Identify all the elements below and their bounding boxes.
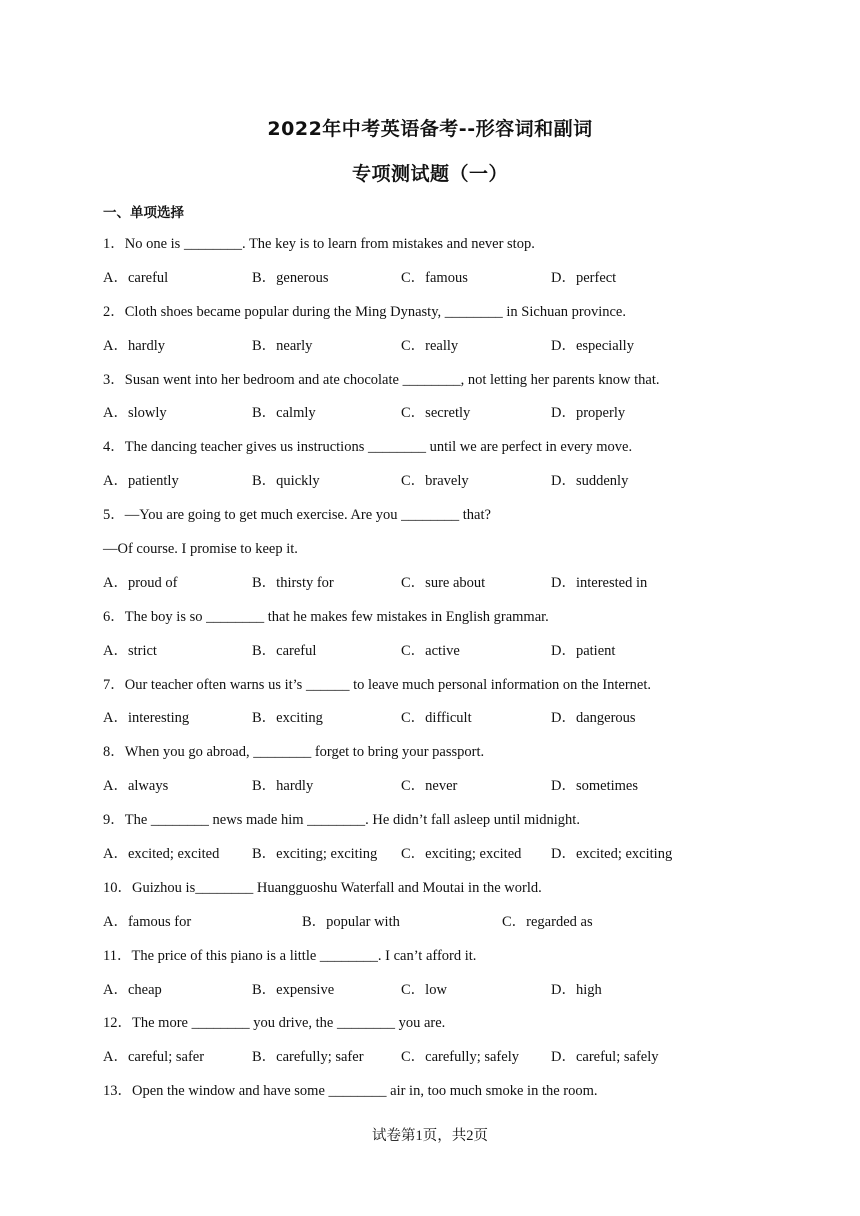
option-c: C．never (401, 778, 458, 795)
option-row (103, 709, 803, 743)
option-b: B．carefully; safer (252, 1049, 364, 1066)
option-row (103, 913, 803, 947)
option-a: A．interesting (103, 710, 190, 727)
option-a: A．patiently (103, 473, 179, 490)
page-title: 2022年中考英语备考--形容词和副词 (267, 118, 593, 140)
question-stem: 5．—You are going to get much exercise. Are you ________ that? (103, 507, 491, 524)
option-d: D．suddenly (551, 473, 629, 490)
option-a: A．always (103, 778, 169, 795)
option-c: C．really (401, 337, 459, 354)
question-stem: 7．Our teacher often warns us it’s ______ to leave much personal information on the Internet. (103, 676, 652, 693)
option-d: D．patient (551, 642, 616, 659)
option-row (103, 981, 803, 1015)
option-d: D．high (551, 981, 602, 998)
question-stem: 11．The price of this piano is a little ________. I can’t afford it. (103, 947, 477, 964)
question-stem: 10．Guizhou is________ Huangguoshu Waterfall and Moutai in the world. (103, 879, 542, 896)
option-a: A．excited; excited (103, 846, 220, 863)
option-row (103, 845, 803, 879)
option-b: B．quickly (252, 473, 320, 490)
option-row (103, 472, 803, 506)
option-c: C．active (401, 642, 460, 659)
option-d: D．especially (551, 337, 634, 354)
question-stem: 4．The dancing teacher gives us instructions ________ until we are perfect in every move. (103, 439, 633, 456)
option-a: A．strict (103, 642, 157, 659)
question-stem: 12．The more ________ you drive, the ________ you are. (103, 1015, 446, 1032)
question-stem: 2．Cloth shoes became popular during the Ming Dynasty, ________ in Sichuan province. (103, 303, 626, 320)
page-subtitle: 专项测试题（一） (351, 163, 508, 185)
question-stem: 3．Susan went into her bedroom and ate chocolate ________, not letting her parents know that. (103, 371, 660, 388)
option-d: D．properly (551, 405, 626, 422)
question-stem-continued: —Of course. I promise to keep it. (103, 541, 298, 558)
option-a: A．hardly (103, 337, 166, 354)
option-a: A．careful; safer (103, 1049, 205, 1066)
option-row (103, 337, 803, 371)
option-row (103, 1048, 803, 1082)
option-b: B．calmly (252, 405, 316, 422)
page-footer: 试卷第1页，共2页 (372, 1128, 488, 1144)
option-row (103, 642, 803, 676)
option-d: D．dangerous (551, 710, 636, 727)
option-a: A．proud of (103, 574, 178, 591)
option-b: B．careful (252, 642, 317, 659)
option-b: B．hardly (252, 778, 314, 795)
option-a: A．famous for (103, 913, 192, 930)
question-stem: 13．Open the window and have some ________ air in, too much smoke in the room. (103, 1083, 598, 1100)
option-a: A．careful (103, 269, 169, 286)
option-c: C．regarded as (502, 913, 593, 930)
option-b: B．expensive (252, 981, 335, 998)
option-c: C．secretly (401, 405, 471, 422)
option-b: B．exciting (252, 710, 323, 727)
option-d: D．perfect (551, 269, 617, 286)
option-b: B．popular with (302, 913, 400, 930)
question-stem: 6．The boy is so ________ that he makes few mistakes in English grammar. (103, 608, 549, 625)
option-b: B．thirsty for (252, 574, 334, 591)
option-c: C．carefully; safely (401, 1049, 519, 1066)
option-row (103, 574, 803, 608)
option-c: C．exciting; excited (401, 846, 522, 863)
section-heading: 一、单项选择 (103, 205, 184, 221)
option-a: A．slowly (103, 405, 167, 422)
option-b: B．nearly (252, 337, 313, 354)
question-list (103, 235, 803, 1116)
option-d: D．sometimes (551, 778, 638, 795)
option-b: B．generous (252, 269, 329, 286)
option-c: C．sure about (401, 574, 486, 591)
option-b: B．exciting; exciting (252, 846, 378, 863)
option-a: A．cheap (103, 981, 162, 998)
option-d: D．excited; exciting (551, 846, 673, 863)
option-row (103, 269, 803, 303)
question-stem: 8．When you go abroad, ________ forget to bring your passport. (103, 744, 485, 761)
option-row (103, 404, 803, 438)
question-stem: 9．The ________ news made him ________. He didn’t fall asleep until midnight. (103, 812, 580, 829)
option-c: C．bravely (401, 473, 469, 490)
option-d: D．careful; safely (551, 1049, 659, 1066)
option-row (103, 777, 803, 811)
option-c: C．famous (401, 269, 468, 286)
option-c: C．difficult (401, 710, 472, 727)
option-c: C．low (401, 981, 447, 998)
question-stem: 1．No one is ________. The key is to learn from mistakes and never stop. (103, 236, 535, 252)
option-d: D．interested in (551, 574, 648, 591)
